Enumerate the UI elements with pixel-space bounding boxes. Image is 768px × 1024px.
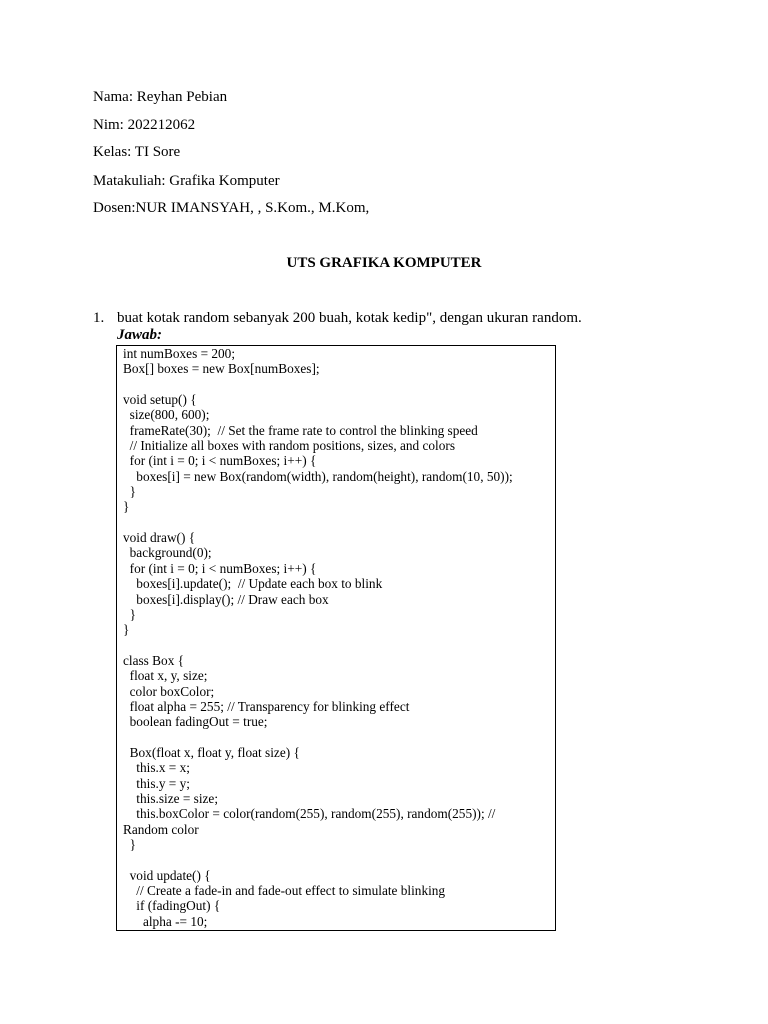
code-line: background(0);	[123, 545, 212, 561]
code-line: // Create a fade-in and fade-out effect to simulate blinking	[123, 883, 446, 899]
code-line: }	[123, 606, 137, 622]
student-nim: Nim: 202212062	[93, 117, 196, 133]
code-line: this.x = x;	[123, 760, 190, 776]
code-line: // Initialize all boxes with random positions, sizes, and colors	[123, 438, 455, 454]
code-line: boxes[i].update(); // Update each box to blink	[123, 576, 383, 592]
code-line	[123, 377, 555, 392]
code-line: boxes[i] = new Box(random(width), random(height), random(10, 50));	[123, 468, 513, 484]
code-line: }	[123, 484, 137, 500]
code-line: void setup() {	[123, 392, 197, 408]
code-line: void update() {	[123, 867, 211, 883]
code-line	[123, 515, 555, 530]
answer-label: Jawab:	[117, 327, 162, 343]
code-line: alpha -= 10;	[123, 913, 208, 929]
code-line: for (int i = 0; i < numBoxes; i++) {	[123, 560, 317, 576]
code-line: float alpha = 255; // Transparency for blinking effect	[123, 698, 410, 714]
code-line	[123, 638, 555, 653]
code-line	[123, 852, 555, 867]
code-line: for (int i = 0; i < numBoxes; i++) {	[123, 453, 317, 469]
lecturer-name: Dosen:NUR IMANSYAH, , S.Kom., M.Kom,	[93, 200, 370, 216]
code-line: float x, y, size;	[123, 668, 208, 684]
code-line: color boxColor;	[123, 683, 215, 699]
code-line: Box(float x, float y, float size) {	[123, 744, 300, 760]
code-line: }	[123, 499, 130, 515]
code-box	[116, 345, 556, 931]
code-line: frameRate(30); // Set the frame rate to control the blinking speed	[123, 422, 478, 438]
question-text: buat kotak random sebanyak 200 buah, kotak kedip", dengan ukuran random.	[117, 310, 582, 326]
course-name: Matakuliah: Grafika Komputer	[93, 173, 280, 189]
code-line: Box[] boxes = new Box[numBoxes];	[123, 361, 320, 377]
code-line: if (fadingOut) {	[123, 898, 221, 914]
code-line: int numBoxes = 200;	[123, 346, 236, 361]
code-line: boolean fadingOut = true;	[123, 714, 268, 730]
code-line: }	[123, 622, 130, 638]
code-line	[123, 730, 555, 745]
code-line: this.y = y;	[123, 775, 190, 791]
code-line: size(800, 600);	[123, 407, 210, 423]
code-line: void draw() {	[123, 530, 196, 546]
code-line: }	[123, 837, 137, 852]
code-line: this.size = size;	[123, 790, 219, 806]
student-name: Nama: Reyhan Pebian	[93, 89, 228, 105]
question-number: 1.	[93, 310, 105, 326]
student-class: Kelas: TI Sore	[93, 144, 181, 160]
code-line: this.boxColor = color(random(255), random(255), random(255)); //	[123, 806, 496, 822]
page-title: UTS GRAFIKA KOMPUTER	[286, 255, 482, 271]
code-line: Random color	[123, 821, 199, 837]
code-listing	[123, 346, 555, 929]
code-line: class Box {	[123, 652, 185, 668]
code-line: boxes[i].display(); // Draw each box	[123, 591, 329, 607]
